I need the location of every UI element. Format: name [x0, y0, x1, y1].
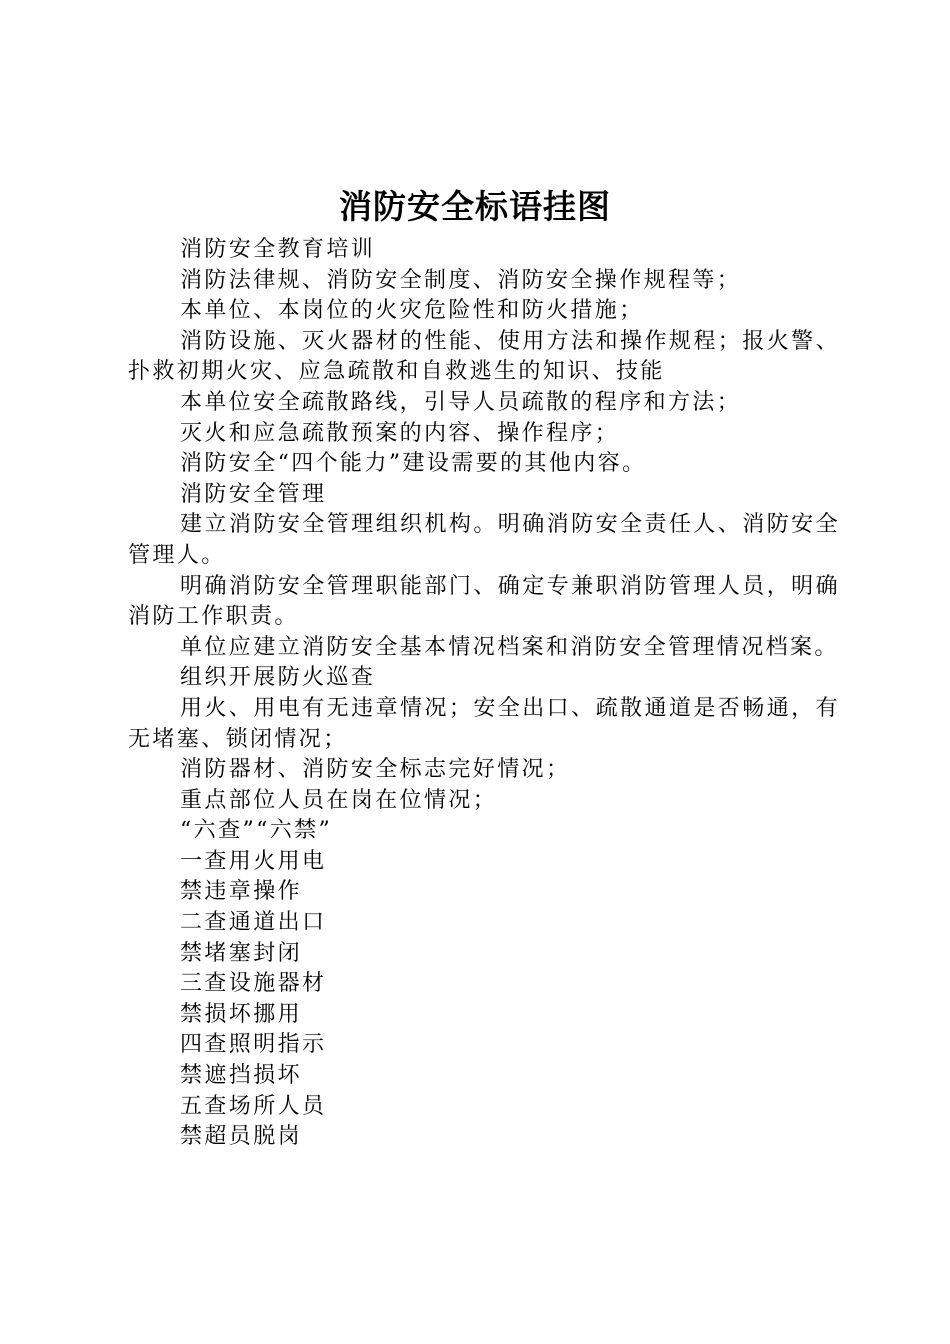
paragraph-six-checks-heading: “六查”“六禁”: [180, 818, 333, 844]
list-item: 二查通道出口: [180, 910, 327, 936]
paragraph: 消防器材、消防安全标志完好情况；: [180, 757, 571, 783]
paragraph: 消防安全“四个能力”建设需要的其他内容。: [180, 451, 647, 477]
list-item: 四查照明指示: [180, 1032, 327, 1058]
paragraph: 本单位安全疏散路线，引导人员疏散的程序和方法；: [180, 389, 742, 415]
list-item: 五查场所人员: [180, 1093, 327, 1119]
document-title: 消防安全标语挂图: [339, 187, 611, 226]
paragraph: 单位应建立消防安全基本情况档案和消防安全管理情况档案。: [180, 634, 839, 660]
list-item: 禁超员脱岗: [180, 1124, 303, 1150]
list-item: 禁遮挡损坏: [180, 1063, 303, 1089]
paragraph: 灭火和应急疏散预案的内容、操作程序；: [180, 420, 620, 446]
list-item: 禁堵塞封闭: [180, 940, 303, 966]
paragraph-education-heading: 消防安全教育培训: [180, 237, 376, 262]
paragraph: 本单位、本岗位的火灾危险性和防火措施；: [180, 298, 644, 324]
paragraph: 重点部位人员在岗在位情况；: [180, 787, 498, 813]
paragraph: 用火、用电有无违章情况；安全出口、疏散通道是否畅通，有无堵塞、锁闭情况；: [128, 695, 840, 752]
paragraph-patrol-heading: 组织开展防火巡查: [180, 665, 376, 691]
paragraph: 消防设施、灭火器材的性能、使用方法和操作规程；报火警、扑救初期火灾、应急疏散和自救逃生的知识、技能: [128, 328, 840, 385]
list-item: 三查设施器材: [180, 971, 327, 997]
paragraph-management-heading: 消防安全管理: [180, 481, 327, 507]
paragraph: 建立消防安全管理组织机构。明确消防安全责任人、消防安全管理人。: [128, 512, 840, 568]
list-item: 禁损坏挪用: [180, 1001, 303, 1027]
paragraph: 明确消防安全管理职能部门、确定专兼职消防管理人员，明确消防工作职责。: [128, 573, 840, 630]
list-item: 禁违章操作: [180, 879, 303, 905]
document-body: [128, 235, 840, 1153]
list-item: 一查用火用电: [180, 848, 327, 874]
paragraph: 消防法律规、消防安全制度、消防安全操作规程等；: [180, 267, 742, 293]
